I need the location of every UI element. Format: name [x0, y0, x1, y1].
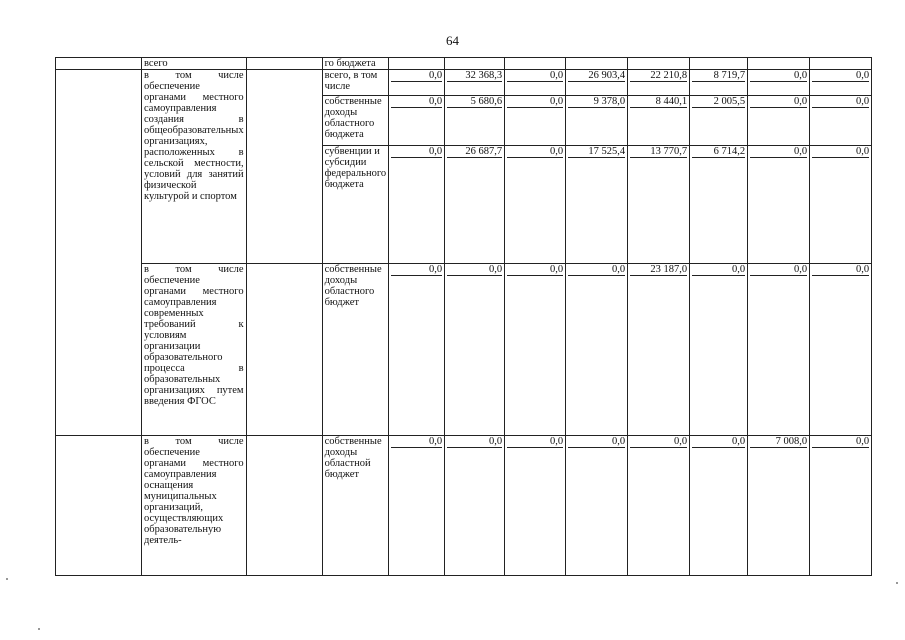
blank-cell [246, 436, 322, 576]
funding-source-cell: го бюджета [322, 58, 389, 70]
value-cell: 0,0 [507, 436, 563, 448]
funding-source-cell: всего, в том числе [322, 70, 389, 96]
value-cell: 0,0 [391, 96, 442, 108]
value-cell: 0,0 [507, 146, 563, 158]
value-cell: 17 525,4 [568, 146, 625, 158]
funding-source-cell: собственные доходы областного бюджет [322, 264, 389, 436]
page-number: 64 [446, 33, 459, 48]
funding-source-cell: собственные доходы областного бюджета [322, 96, 389, 146]
blank-cell [56, 436, 142, 576]
value-cell: 2 005,5 [692, 96, 745, 108]
value-cell: 0,0 [812, 436, 869, 448]
value-cell: 0,0 [391, 70, 442, 82]
value-cell: 0,0 [750, 264, 807, 276]
value-cell: 8 440,1 [630, 96, 687, 108]
blank-cell [56, 58, 142, 70]
value-cell: 0,0 [630, 436, 687, 448]
value-cell: 7 008,0 [750, 436, 807, 448]
value-cell: 22 210,8 [630, 70, 687, 82]
description-cell: в том числе обеспечение органами местного самоуправления оснащения муниципальных организаций, осуществляющих образовательную деятель- [142, 436, 247, 576]
value-cell: 0,0 [750, 146, 807, 158]
value-cell: 0,0 [568, 264, 625, 276]
value-cell: 0,0 [692, 264, 745, 276]
value-cell: 0,0 [568, 436, 625, 448]
value-cell: 0,0 [750, 96, 807, 108]
scan-speck [38, 628, 40, 630]
value-cell: 0,0 [447, 264, 502, 276]
blank-cell [246, 70, 322, 264]
value-cell: 32 368,3 [447, 70, 502, 82]
table-row [56, 70, 872, 96]
description-cell: в том числе обеспечение органами местного самоуправления создания в общеобразовательных организациях, расположенных в сельской местности, условий для занятий физической культурой и спортом [142, 70, 247, 264]
blank-cell [246, 58, 322, 70]
value-cell: 9 378,0 [568, 96, 625, 108]
value-cell: 0,0 [391, 436, 442, 448]
value-cell: 0,0 [750, 70, 807, 82]
value-cell: 26 687,7 [447, 146, 502, 158]
value-cell: 0,0 [812, 96, 869, 108]
scan-speck [6, 578, 8, 580]
value-cell: 8 719,7 [692, 70, 745, 82]
value-cell: 0,0 [507, 70, 563, 82]
table-row [56, 436, 872, 576]
funding-source-cell: собственные доходы областной бюджет [322, 436, 389, 576]
value-cell: 0,0 [507, 264, 563, 276]
budget-table [55, 57, 872, 576]
scan-speck [896, 582, 898, 584]
description-cell: всего [142, 58, 247, 70]
funding-source-cell: субвенции и субсидии федерального бюджета [322, 146, 389, 264]
value-cell: 26 903,4 [568, 70, 625, 82]
value-cell: 5 680,6 [447, 96, 502, 108]
blank-cell [246, 264, 322, 436]
value-cell: 0,0 [812, 264, 869, 276]
value-cell: 6 714,2 [692, 146, 745, 158]
value-cell: 13 770,7 [630, 146, 687, 158]
table-row [56, 264, 872, 436]
blank-cell [56, 70, 142, 436]
value-cell: 0,0 [391, 264, 442, 276]
value-cell: 0,0 [507, 96, 563, 108]
value-cell: 0,0 [812, 146, 869, 158]
description-cell: в том числе обеспечение органами местного самоуправления современных требований к условиям организации образовательного процесса в образовательных организациях путем введения ФГОС [142, 264, 247, 436]
table-row-header [56, 58, 872, 70]
value-cell: 0,0 [391, 146, 442, 158]
value-cell: 0,0 [692, 436, 745, 448]
value-cell: 0,0 [812, 70, 869, 82]
value-cell: 23 187,0 [630, 264, 687, 276]
value-cell: 0,0 [447, 436, 502, 448]
